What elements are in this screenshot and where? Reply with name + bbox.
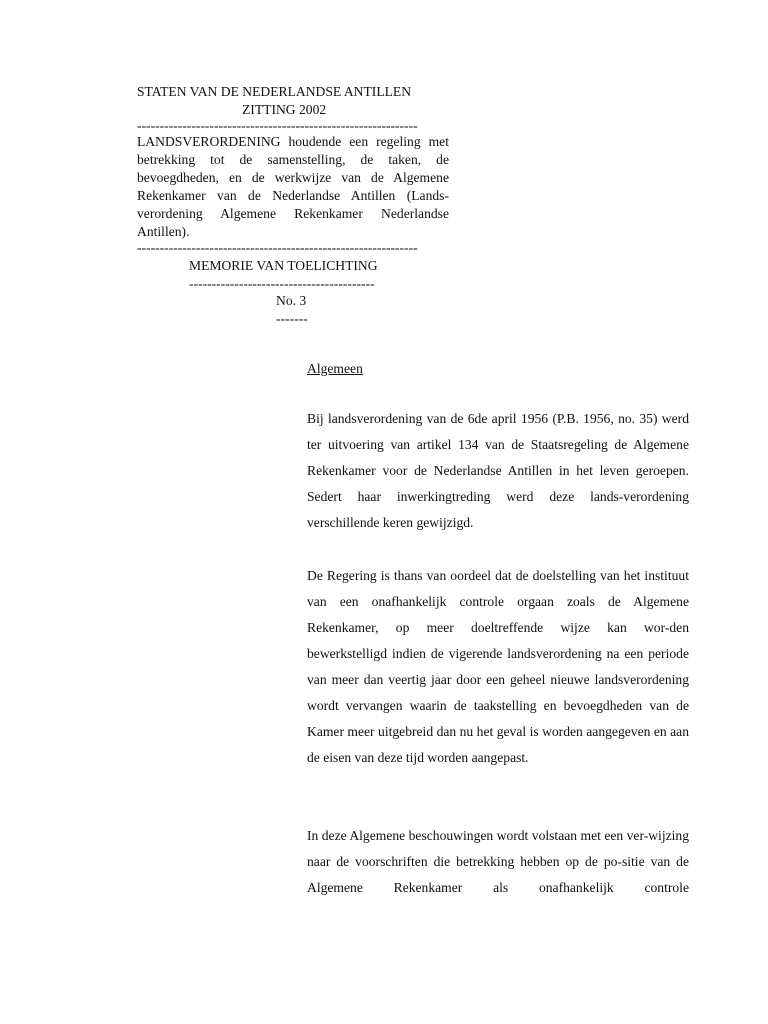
organization-name: STATEN VAN DE NEDERLANDSE ANTILLEN [137,84,412,99]
separator-top: -------------------------------------------------------------- [137,119,418,133]
session-year: ZITTING 2002 [242,102,327,117]
document-header [137,83,449,255]
paragraph: Bij landsverordening van de 6de april 1956 (P.B. 1956, no. 35) werd ter uitvoering van artikel 134 van de Staatsregeling de Algemene Rekenkamer voor de Nederlandse Antillen in het leven geroepen. Sedert haar inwerkingtreding werd deze lands-verordening verschillende keren gewijzigd. [307,411,689,530]
document-number-underline: ------- [276,311,308,326]
paragraph: De Regering is thans van oordeel dat de doelstelling van het instituut van een onafhankelijk controle orgaan zoals de Algemene Rekenkamer, op meer doeltreffende wijze kan wor-den bewerkstelligd indien de vigerende landsverordening na een periode van meer dan veertig jaar door een geheel nieuwe landsverordening wordt vervangen waarin de taakstelling en bevoegdheden van de Kamer meer uitgebreid dan nu het geval is worden aangegeven en aan de eisen van deze tijd worden aangepast. [307,568,689,765]
document-type: MEMORIE VAN TOELICHTING [189,258,378,273]
separator-bottom: -------------------------------------------------------------- [137,241,418,255]
document-type-underline: ----------------------------------------- [189,276,375,291]
paragraph: In deze Algemene beschouwingen wordt volstaan met een ver-wijzing naar de voorschriften die betrekking hebben op de po-sitie van de Algemene Rekenkamer als onafhankelijk controle [307,828,689,895]
section-heading: Algemeen [307,361,363,376]
document-number: No. 3 [276,293,307,308]
document-title: LANDSVERORDENING houdende een regeling met betrekking tot de samenstelling, de taken, de bevoegdheden, en de werkwijze van de Algemene Rekenkamer van de Nederlandse Antillen (Lands-verordening Algemene Rekenkamer Nederlandse Antillen). [137,134,449,239]
